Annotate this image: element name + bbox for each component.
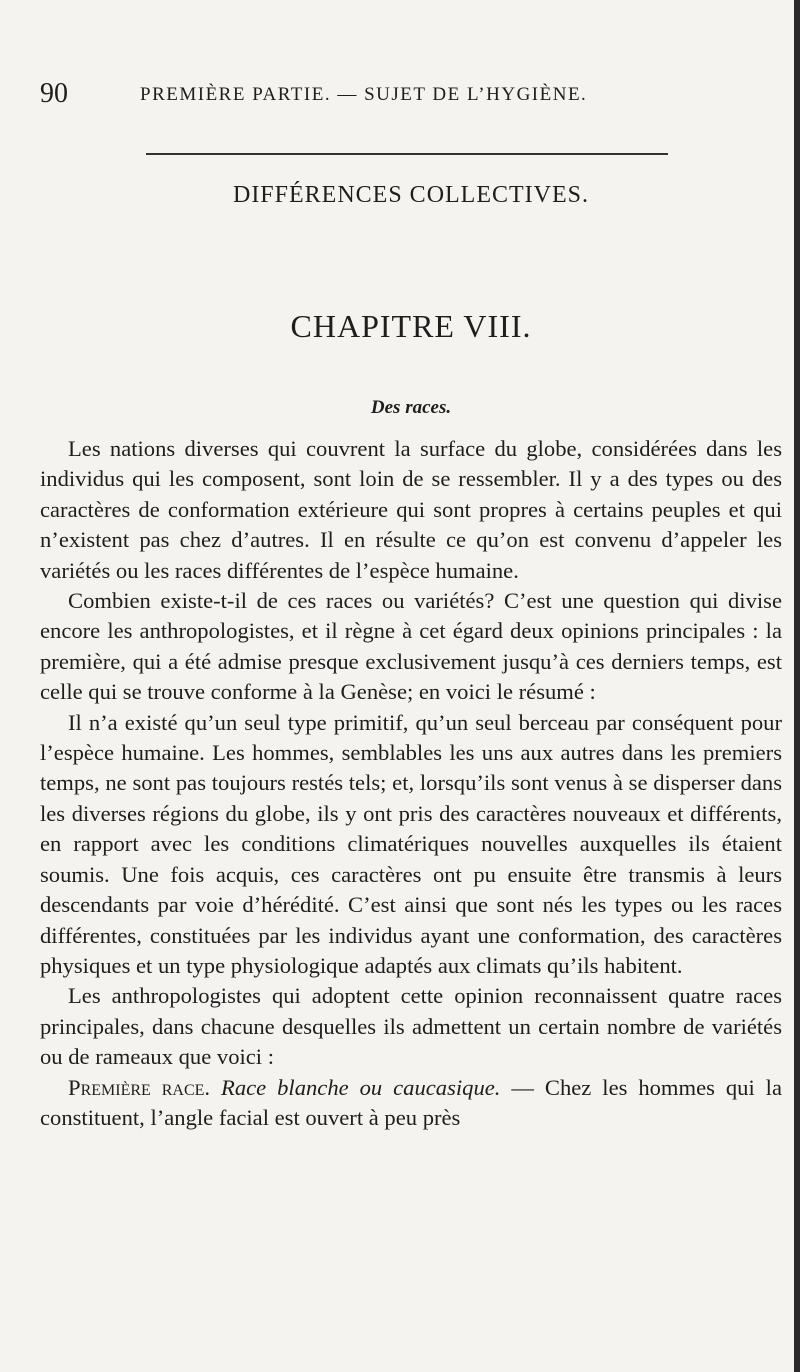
chapter-title: CHAPITRE VIII. <box>290 308 532 344</box>
race-name: Race blanche ou caucasique. <box>221 1074 501 1100</box>
race-label: Première race. <box>68 1074 211 1100</box>
running-title: PREMIÈRE PARTIE. — SUJET DE L’HYGIÈNE. <box>140 84 588 105</box>
book-page <box>40 0 782 1372</box>
paragraph-race-description <box>40 1073 782 1134</box>
section-divider <box>146 153 668 155</box>
chapter-subtitle: Des races. <box>370 397 452 418</box>
body-text <box>40 434 782 1133</box>
page-number: 90 <box>40 78 68 109</box>
paragraph: Les nations diverses qui couvrent la surface du globe, considérées dans les individus qui les composent, sont loin de se ressembler. Il y a des types ou des caractères de conformation extérieure qui sont propres à certains peuples et qui n’existent pas chez d’autres. Il en résulte ce qu’on est convenu d’appeler les variétés ou les races différentes de l’espèce humaine. <box>40 436 782 583</box>
running-header <box>40 78 782 108</box>
race-description: — Chez les hommes qui la constituent, l’angle facial est ouvert à peu près <box>40 1074 782 1130</box>
page-edge-shadow <box>794 0 800 1372</box>
section-title: DIFFÉRENCES COLLECTIVES. <box>232 182 589 208</box>
paragraph: Il n’a existé qu’un seul type primitif, qu’un seul berceau par conséquent pour l’espèce humaine. Les hommes, semblables les uns aux autres dans les premiers temps, ne sont pas toujours restés tels; et, lorsqu’ils sont venus à se disperser dans les diverses régions du globe, ils y ont pris des caractères nouveaux et différents, en rapport avec les conditions climatériques nouvelles auxquelles ils étaient soumis. Une fois acquis, ces caractères ont pu ensuite être transmis à leurs descendants par voie d’hérédité. C’est ainsi que sont nés les types ou les races différentes, constituées par les individus ayant une conformation, des caractères physiques et un type physiologique adaptés aux climats qu’ils habitent. <box>40 709 782 978</box>
paragraph: Combien existe-t-il de ces races ou variétés? C’est une question qui divise encore les anthropologistes, et il règne à cet égard deux opinions principales : la première, qui a été admise presque exclusivement jusqu’à ces derniers temps, est celle qui se trouve conforme à la Genèse; en voici le résumé : <box>40 588 782 705</box>
paragraph: Les anthropologistes qui adoptent cette opinion reconnaissent quatre races principales, dans chacune desquelles ils admettent un certain nombre de variétés ou de rameaux que voici : <box>40 983 782 1070</box>
